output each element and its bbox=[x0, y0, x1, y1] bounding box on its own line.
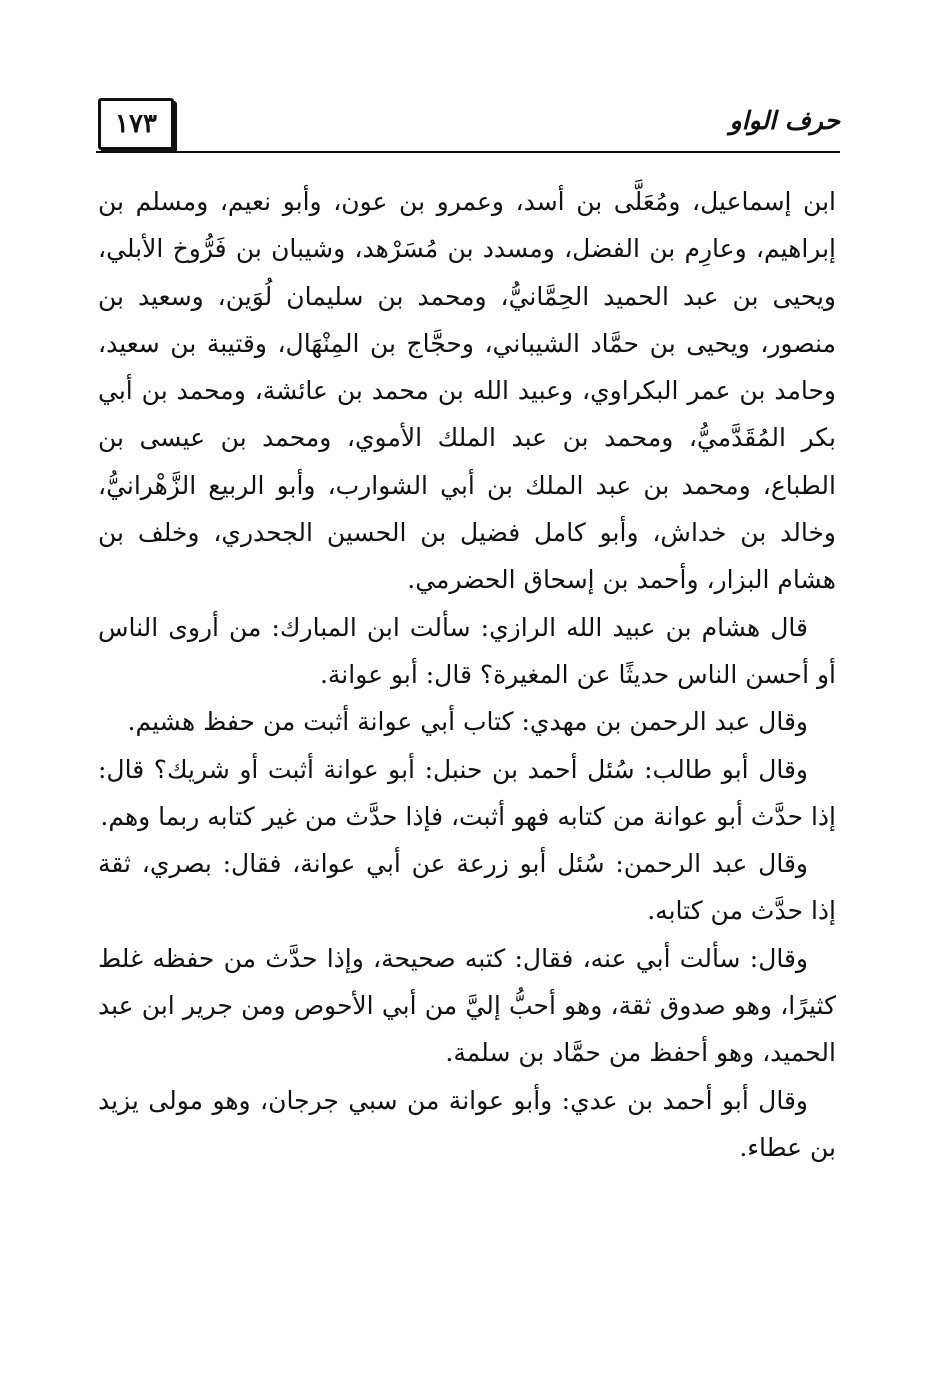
running-title: حرف الواو bbox=[729, 106, 840, 135]
paragraph: وقال عبد الرحمن: سُئل أبو زرعة عن أبي عوانة، فقال: بصري، ثقة إذا حدَّث من كتابه. bbox=[98, 849, 836, 926]
paragraph: قال هشام بن عبيد الله الرازي: سألت ابن المبارك: من أروى الناس أو أحسن الناس حديثًا عن المغيرة؟ قال: أبو عوانة. bbox=[98, 612, 836, 689]
paragraph: وقال: سألت أبي عنه، فقال: كتبه صحيحة، وإذا حدَّث من حفظه غلط كثيرًا، وهو صدوق ثقة، وهو أحبُّ إليَّ من أبي الأحوص ومن جرير ابن عبد الحميد، وهو أحفظ من حمَّاد بن سلمة. bbox=[98, 943, 836, 1068]
paragraph: وقال أبو أحمد بن عدي: وأبو عوانة من سبي جرجان، وهو مولى يزيد بن عطاء. bbox=[98, 1085, 836, 1162]
page-body bbox=[98, 178, 836, 1171]
paragraph: وقال أبو طالب: سُئل أحمد بن حنبل: أبو عوانة أثبت أو شريك؟ قال: إذا حدَّث أبو عوانة من كتابه فهو أثبت، فإذا حدَّث من غير كتابه ربما وهم. bbox=[98, 754, 836, 831]
paragraph: وقال عبد الرحمن بن مهدي: كتاب أبي عوانة أثبت من حفظ هشيم. bbox=[127, 707, 808, 737]
page-header bbox=[96, 92, 840, 154]
header-rule bbox=[96, 151, 840, 153]
paragraph: ابن إسماعيل، ومُعَلَّى بن أسد، وعمرو بن عون، وأبو نعيم، ومسلم بن إبراهيم، وعارِم بن الفضل، ومسدد بن مُسَرْهد، وشيبان بن فَرُّوخ الأبلي، ويحيى بن عبد الحميد الحِمَّانيُّ، ومحمد بن سليمان لُوَين، وسعيد بن منصور، ويحيى بن حمَّاد الشيباني، وحجَّاج بن المِنْهَال، وقتيبة بن سعيد، وحامد بن عمر البكراوي، وعبيد الله بن محمد بن عائشة، ومحمد بن أبي بكر المُقَدَّميُّ، ومحمد بن عبد الملك الأموي، ومحمد بن عيسى بن الطباع، ومحمد بن عبد الملك بن أبي الشوارب، وأبو الربيع الزَّهْرانيُّ، وخالد بن خداش، وأبو كامل فضيل بن الحسين الجحدري، وخلف بن هشام البزار، وأحمد بن إسحاق الحضرمي. bbox=[98, 187, 836, 595]
page-number: ١٧٣ bbox=[98, 98, 174, 150]
